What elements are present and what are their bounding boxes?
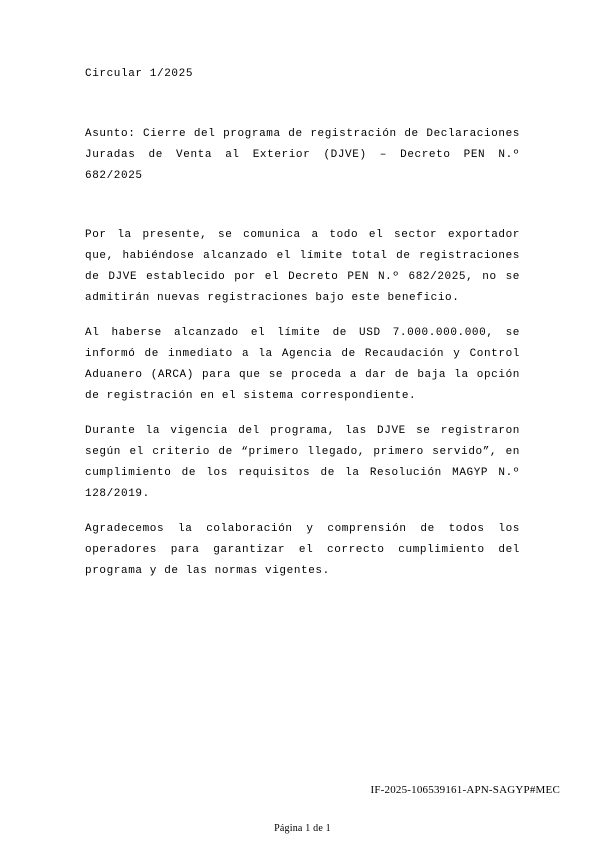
document-code: IF-2025-106539161-APN-SAGYP#MEC	[370, 784, 560, 796]
page-number: Página 1 de 1	[274, 823, 331, 834]
body-paragraph-3: Durante la vigencia del programa, las DJVE se registraron según el criterio de “primero llegado, primero servido”, en cumplimiento de los requisitos de la Resolución MAGYP N.º 128/2019.	[85, 425, 520, 500]
document-body	[85, 66, 520, 582]
document-subject: Asunto: Cierre del programa de registración de Declaraciones Juradas de Venta al Exterior (DJVE) – Decreto PEN N.º 682/2025	[85, 128, 520, 182]
circular-number: Circular 1/2025	[85, 68, 194, 80]
body-paragraph-2: Al haberse alcanzado el límite de USD 7.000.000.000, se informó de inmediato a la Agencia de Recaudación y Control Aduanero (ARCA) para que se proceda a dar de baja la opción de registración en el sistema correspondiente.	[85, 327, 520, 402]
body-paragraph-1: Por la presente, se comunica a todo el sector exportador que, habiéndose alcanzado el límite total de registraciones de DJVE establecido por el Decreto PEN N.º 682/2025, no se admitirán nuevas registraciones bajo este beneficio.	[85, 229, 520, 304]
body-paragraph-4: Agradecemos la colaboración y comprensión de todos los operadores para garantizar el correcto cumplimiento del programa y de las normas vigentes.	[85, 523, 520, 577]
